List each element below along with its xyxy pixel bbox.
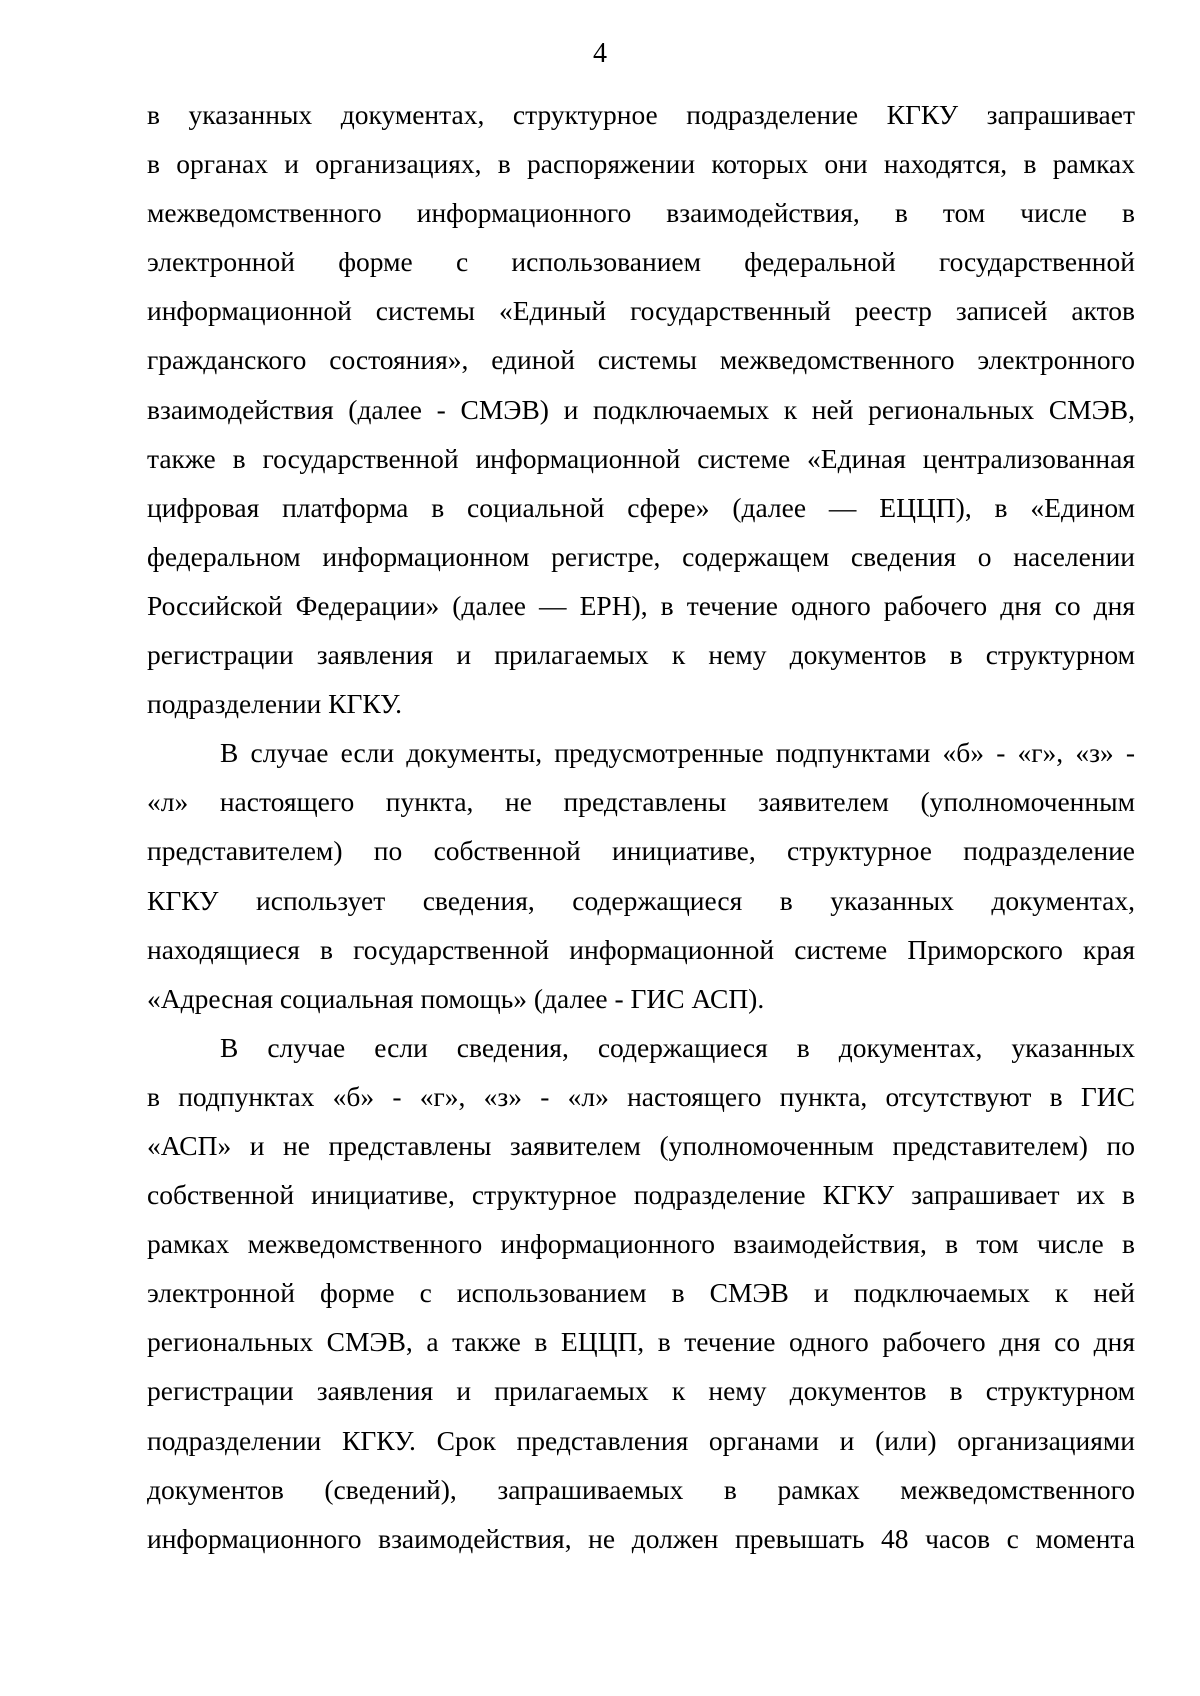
- text-line: межведомственного информационного взаимодействия, в том числе в: [147, 197, 1135, 229]
- text-line: федеральном информационном регистре, содержащем сведения о населении: [147, 540, 1135, 572]
- text-line: в подпунктах «б» - «г», «з» - «л» настоящего пункта, отсутствуют в ГИС: [147, 1080, 1135, 1112]
- document-body: [147, 90, 1135, 1563]
- text-line: «АСП» и не представлены заявителем (уполномоченным представителем) по: [147, 1129, 1135, 1161]
- text-line: находящиеся в государственной информационной системе Приморского края: [147, 933, 1135, 965]
- text-line: В случае если документы, предусмотренные подпунктами «б» - «г», «з» -: [220, 737, 1135, 769]
- paragraph-1: [147, 90, 1135, 728]
- text-line: «л» настоящего пункта, не представлены заявителем (уполномоченным: [147, 786, 1135, 818]
- text-line: цифровая платформа в социальной сфере» (далее — ЕЦЦП), в «Едином: [147, 491, 1135, 523]
- paragraph-2: [147, 728, 1135, 1023]
- text-line: информационного взаимодействия, не должен превышать 48 часов с момента: [147, 1522, 1135, 1554]
- text-line: «Адресная социальная помощь» (далее - ГИС АСП).: [147, 982, 765, 1014]
- text-line: гражданского состояния», единой системы межведомственного электронного: [147, 344, 1135, 376]
- text-line: подразделении КГКУ.: [147, 688, 403, 720]
- text-line: в указанных документах, структурное подразделение КГКУ запрашивает: [147, 99, 1135, 130]
- text-line: региональных СМЭВ, а также в ЕЦЦП, в течение одного рабочего дня со дня: [147, 1326, 1135, 1358]
- text-line: подразделении КГКУ. Срок представления органами и (или) организациями: [147, 1424, 1135, 1456]
- text-line: рамках межведомственного информационного взаимодействия, в том числе в: [147, 1228, 1135, 1260]
- text-line: электронной форме с использованием в СМЭВ и подключаемых к ней: [147, 1277, 1135, 1309]
- text-line: документов (сведений), запрашиваемых в рамках межведомственного: [147, 1473, 1135, 1505]
- text-line: регистрации заявления и прилагаемых к нему документов в структурном: [147, 639, 1135, 671]
- text-line: взаимодействия (далее - СМЭВ) и подключаемых к ней региональных СМЭВ,: [147, 393, 1135, 425]
- text-line: регистрации заявления и прилагаемых к нему документов в структурном: [147, 1375, 1135, 1407]
- text-line: собственной инициативе, структурное подразделение КГКУ запрашивает их в: [147, 1179, 1135, 1211]
- text-line: также в государственной информационной системе «Единая централизованная: [147, 442, 1135, 474]
- text-line: в органах и организациях, в распоряжении которых они находятся, в рамках: [147, 148, 1135, 180]
- page-number: 4: [593, 38, 607, 69]
- text-line: электронной форме с использованием федеральной государственной: [147, 246, 1135, 278]
- paragraph-3: [147, 1023, 1135, 1563]
- text-line: информационной системы «Единый государственный реестр записей актов: [147, 295, 1135, 327]
- text-line: КГКУ использует сведения, содержащиеся в указанных документах,: [147, 884, 1135, 916]
- text-line: представителем) по собственной инициативе, структурное подразделение: [147, 835, 1135, 867]
- text-line: Российской Федерации» (далее — ЕРН), в течение одного рабочего дня со дня: [147, 589, 1135, 621]
- text-line: В случае если сведения, содержащиеся в документах, указанных: [220, 1031, 1135, 1063]
